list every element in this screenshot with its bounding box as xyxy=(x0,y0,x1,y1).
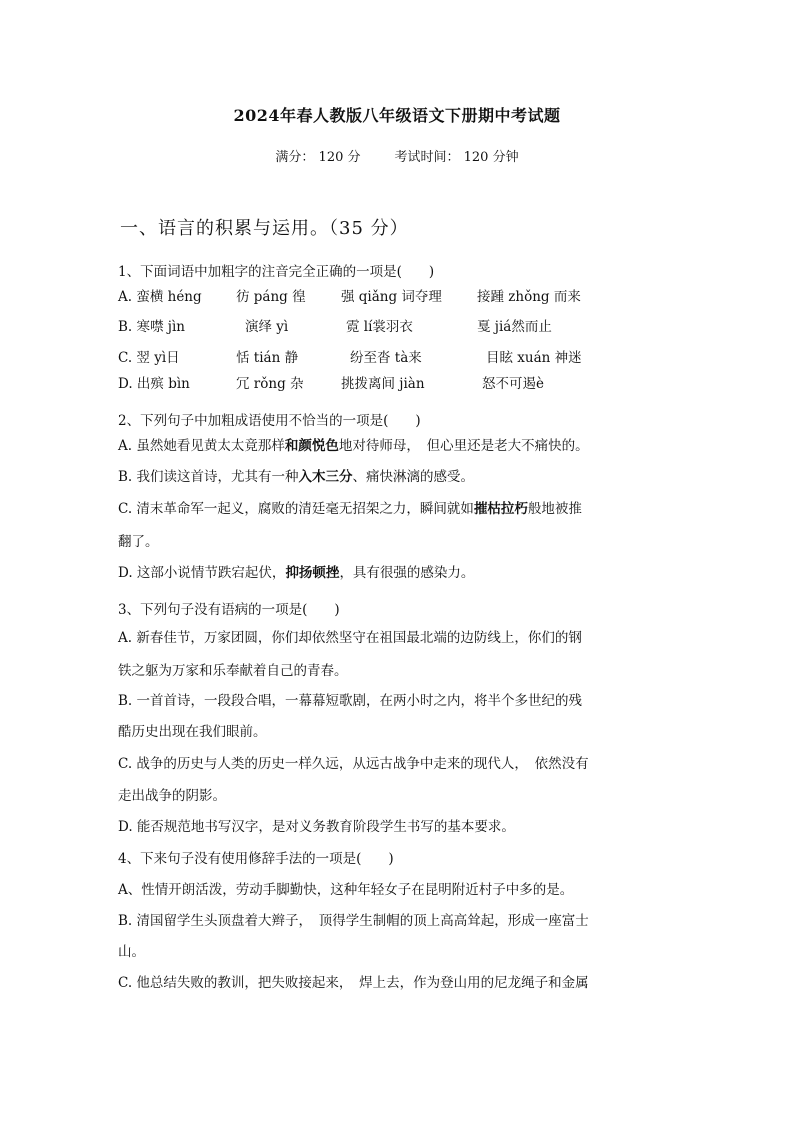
q2-b-text-end: 、痛快淋漓的感受。 xyxy=(352,469,475,485)
q3-option-c-cont: 走出战争的阴影。 xyxy=(118,788,226,804)
q2-d-text: D. 这部小说情节跌宕起伏， xyxy=(118,565,286,581)
q3-option-c: C. 战争的历史与人类的历史一样久远，从远古战争中走来的现代人， 依然没有 xyxy=(118,756,589,772)
q1-option-d-1: D. 出殡 bìn xyxy=(118,376,190,392)
q2-d-idiom: 抑扬顿挫 xyxy=(285,565,340,581)
section-title: 一、语言的积累与运用。（35 分） xyxy=(120,218,409,239)
q1-option-c-1: C. 翌 yì日 xyxy=(118,350,180,366)
q1-option-d-4: 怒不可遏è xyxy=(482,376,544,392)
full-score: 满分： 120 分 xyxy=(275,150,361,165)
q4-stem: 4、下来句子没有使用修辞手法的一项是( ) xyxy=(118,851,394,867)
q1-option-a-4: 接踵 zhǒng 而来 xyxy=(477,289,581,305)
q2-c-text: C. 清末革命军一起义，腐败的清廷毫无招架之力，瞬间就如 xyxy=(118,501,474,517)
q2-option-c-cont: 翻了。 xyxy=(118,534,159,550)
q1-option-a-2: 彷 páng 徨 xyxy=(236,289,306,305)
q4-option-c: C. 他总结失败的教训，把失败接起来， 焊上去，作为登山用的尼龙绳子和金属 xyxy=(118,975,589,991)
q1-option-b-4: 戛 jiá然而止 xyxy=(477,319,552,335)
q3-option-a-cont: 铁之躯为万家和乐奉献着自己的青春。 xyxy=(118,663,348,679)
q2-option-a xyxy=(118,434,589,454)
q2-option-d xyxy=(118,561,474,581)
q2-c-idiom: 摧枯拉朽 xyxy=(473,501,528,517)
q1-option-b-3: 霓 lí裳羽衣 xyxy=(346,319,413,335)
q2-d-text-end: ，具有很强的感染力。 xyxy=(339,565,475,581)
q1-option-a-3: 强 qiǎng 词夺理 xyxy=(341,289,442,305)
q1-option-c-3: 纷至沓 tà来 xyxy=(350,350,422,366)
q4-option-a: A、性情开朗活泼，劳动手脚勤快，这种年轻女子在昆明附近村子中多的是。 xyxy=(118,882,574,898)
q2-stem: 2、下列句子中加粗成语使用不恰当的一项是( ) xyxy=(118,413,421,429)
q1-option-c-2: 恬 tián 静 xyxy=(236,350,299,366)
q2-option-c xyxy=(118,497,582,517)
q2-c-text-end: 般地被推 xyxy=(527,501,582,517)
q4-option-b-cont: 山。 xyxy=(118,944,145,960)
q3-option-b: B. 一首首诗，一段段合唱，一幕幕短歌剧，在两小时之内，将半个多世纪的残 xyxy=(118,693,583,709)
q3-option-d: D. 能否规范地书写汉字，是对义务教育阶段学生书写的基本要求。 xyxy=(118,819,515,835)
q1-option-b-2: 演绎 yì xyxy=(245,319,289,335)
q1-option-b-1: B. 寒噤 jìn xyxy=(118,319,185,335)
q1-option-a-1: A. 蛮横 héng xyxy=(118,289,202,305)
q2-a-idiom: 和颜悦色 xyxy=(284,438,339,454)
q2-a-text: A. 虽然她看见黄太太竟那样 xyxy=(118,438,285,454)
q1-option-d-3: 挑拨离间 jiàn xyxy=(341,376,425,392)
exam-meta xyxy=(0,146,794,165)
exam-time: 考试时间： 120 分钟 xyxy=(394,150,519,165)
q3-stem: 3、下列句子没有语病的一项是( ) xyxy=(118,602,340,618)
q1-stem: 1、下面词语中加粗字的注音完全正确的一项是( ) xyxy=(118,264,435,280)
q1-option-c-4: 目眩 xuán 神迷 xyxy=(486,350,582,366)
q2-b-idiom: 入木三分 xyxy=(298,469,353,485)
q4-option-b: B. 清国留学生头顶盘着大辫子， 顶得学生制帽的顶上高高耸起，形成一座富士 xyxy=(118,913,589,929)
q3-option-b-cont: 酷历史出现在我们眼前。 xyxy=(118,724,267,740)
q1-option-d-2: 冗 rǒng 杂 xyxy=(236,376,304,392)
exam-title: 2024年春人教版八年级语文下册期中考试题 xyxy=(233,106,561,125)
q2-a-text-end: 地对待师母， 但心里还是老大不痛快的。 xyxy=(338,438,589,454)
q2-option-b xyxy=(118,465,474,485)
q3-option-a: A. 新春佳节，万家团圆，你们却依然坚守在祖国最北端的边防线上，你们的钢 xyxy=(118,630,582,646)
q2-b-text: B. 我们读这首诗，尤其有一种 xyxy=(118,469,299,485)
